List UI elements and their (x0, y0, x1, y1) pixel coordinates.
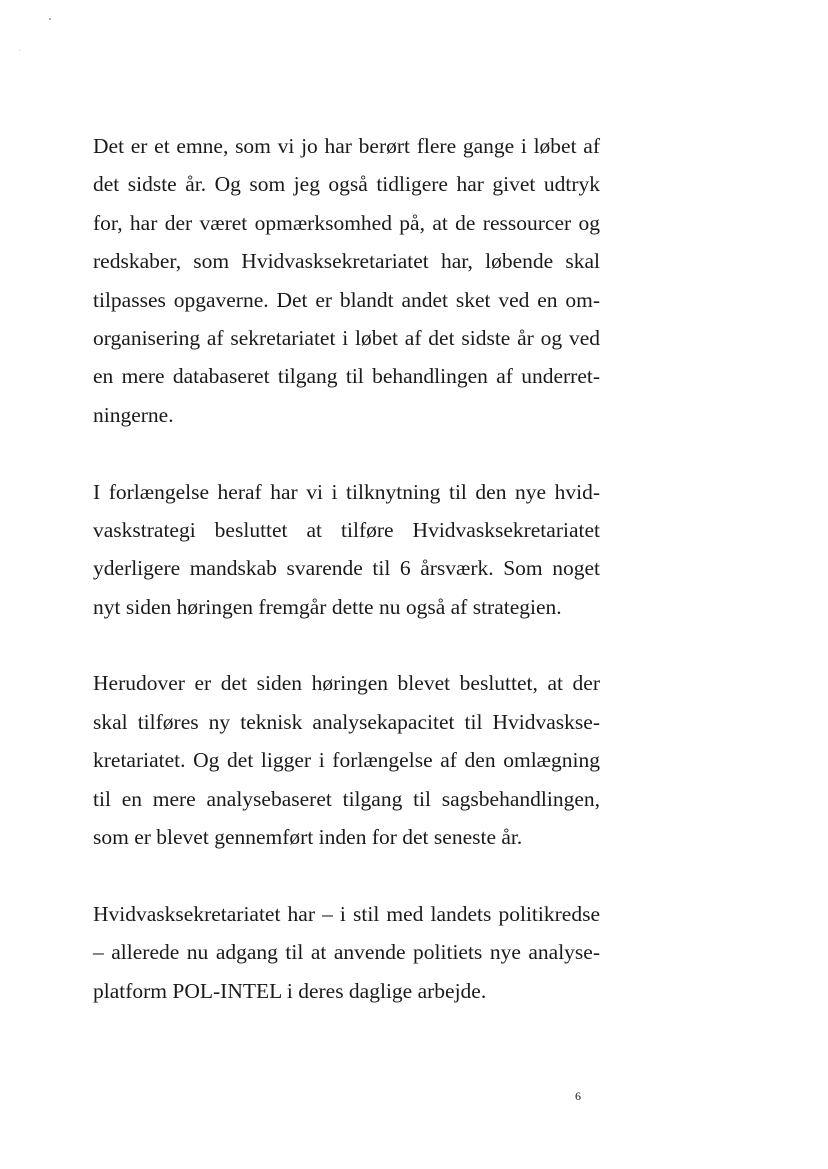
text-line: redskaber, som Hvidvasksekretariatet har, løbende skal (93, 249, 600, 274)
text-line: nyt siden høringen fremgår dette nu også af strategien. (93, 594, 562, 619)
text-line: en mere databaseret tilgang til behandlingen af underret- (93, 364, 600, 389)
text-line: Det er et emne, som vi jo har berørt flere gange i løbet af (93, 134, 600, 158)
paragraph-2 (93, 473, 600, 627)
text-line: skal tilføres ny teknisk analysekapacitet til Hvidvaskse- (93, 709, 600, 734)
text-line: vaskstrategi besluttet at tilføre Hvidvasksekretariatet (93, 517, 600, 542)
paragraph-4 (93, 895, 600, 1010)
text-line: organisering af sekretariatet i løbet af det sidste år og ved (93, 325, 600, 350)
paragraph-1 (93, 127, 600, 434)
page-number: 6 (575, 1089, 581, 1103)
text-line: som er blevet gennemført inden for det seneste år. (93, 825, 523, 850)
text-line: for, har der været opmærksomhed på, at de ressourcer og (93, 210, 600, 235)
paragraph-3 (93, 664, 600, 856)
scan-speck (49, 18, 51, 20)
text-line: ningerne. (93, 402, 174, 427)
text-line: Hvidvasksekretariatet har – i stil med landets politikredse (93, 901, 600, 926)
text-line: til en mere analysebaseret tilgang til sagsbehandlingen, (93, 786, 600, 811)
text-line: I forlængelse heraf har vi i tilknytning til den nye hvid- (93, 479, 600, 504)
text-line: platform POL-INTEL i deres daglige arbejde. (93, 978, 487, 1003)
scan-speck (19, 50, 20, 51)
body-text (93, 127, 600, 1010)
text-line: Herudover er det siden høringen blevet besluttet, at der (93, 671, 600, 696)
text-line: – allerede nu adgang til at anvende politiets nye analyse- (93, 940, 600, 965)
text-line: tilpasses opgaverne. Det er blandt andet sket ved en om- (93, 287, 600, 312)
text-line: det sidste år. Og som jeg også tidligere har givet udtryk (93, 172, 600, 197)
text-line: yderligere mandskab svarende til 6 årsværk. Som noget (93, 556, 600, 581)
text-line: kretariatet. Og det ligger i forlængelse af den omlægning (93, 748, 600, 773)
